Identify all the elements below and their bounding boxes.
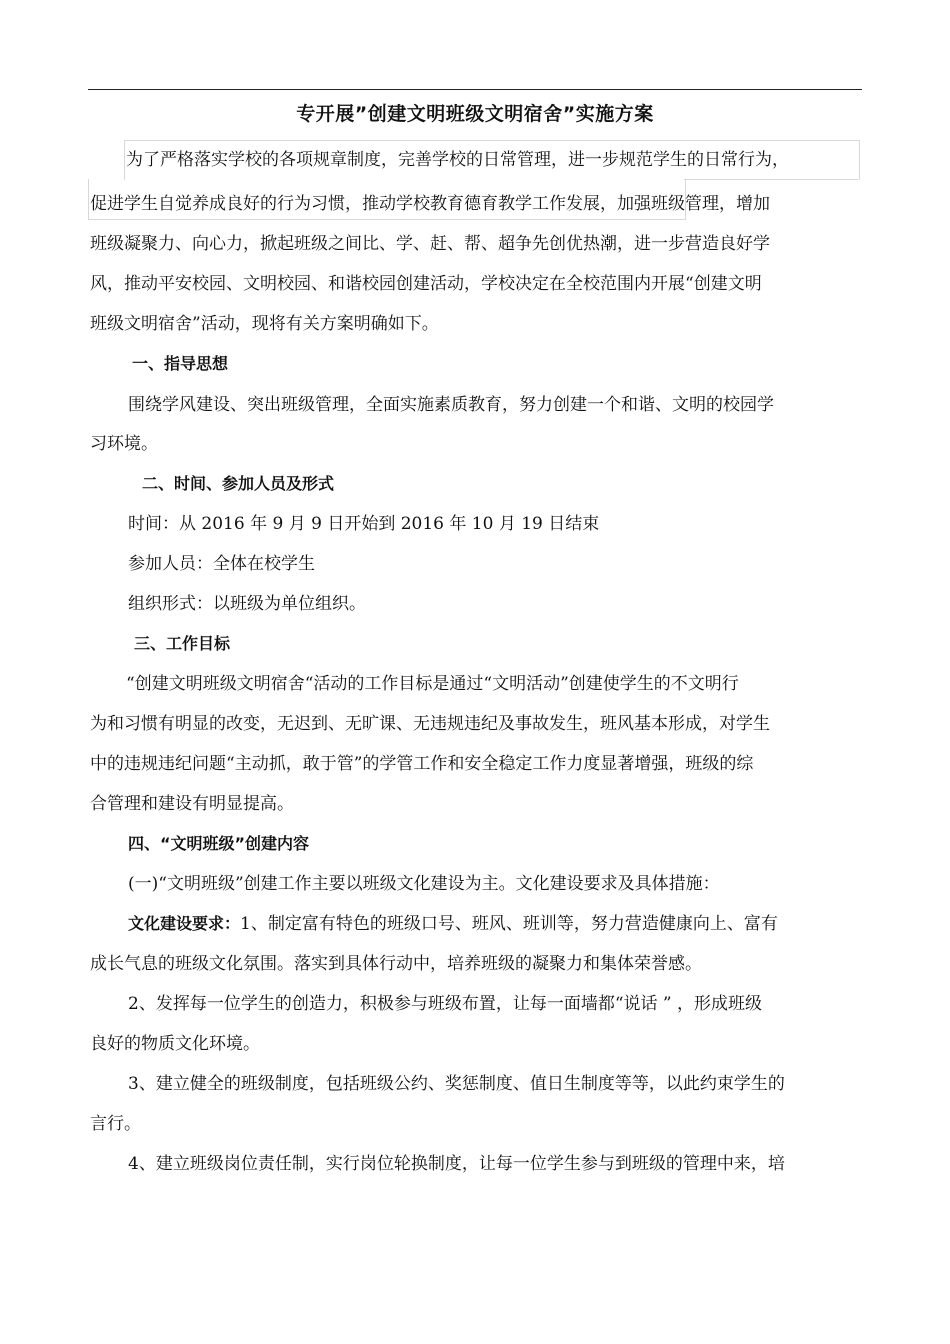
document-title: 专开展”创建文明班级文明宿舍”实施方案 <box>296 103 654 125</box>
participants-line: 参加人员：全体在校学生 <box>128 554 315 574</box>
item-3-line: 言行。 <box>90 1114 141 1134</box>
section3-line: 合管理和建设有明显提高。 <box>90 794 294 814</box>
section3-line: 为和习惯有明显的改变，无迟到、无旷课、无违规违纪及事故发生，班风基本形成，对学生 <box>90 714 770 734</box>
requirement-line <box>128 912 778 936</box>
section-heading-work-goals: 三、工作目标 <box>134 634 231 653</box>
requirement-text: 1、制定富有特色的班级口号、班风、班训等，努力营造健康向上、富有 <box>240 914 778 934</box>
intro-line: 促进学生自觉养成良好的行为习惯，推动学校教育德育教学工作发展，加强班级管理，增加 <box>90 194 770 214</box>
requirement-line-2: 成长气息的班级文化氛围。落实到具体行动中，培养班级的凝聚力和集体荣誉感。 <box>90 954 702 974</box>
section3-line: 中的违规违纪问题“主动抓，敢于管”的学管工作和安全稳定工作力度显著增强，班级的综 <box>90 754 754 774</box>
intro-line: 班级凝聚力、向心力，掀起班级之间比、学、赶、帮、超争先创优热潮，进一步营造良好学 <box>90 234 770 254</box>
section-heading-time-participants: 二、时间、参加人员及形式 <box>142 474 335 493</box>
header-rule <box>88 89 862 90</box>
section1-line: 围绕学风建设、突出班级管理，全面实施素质教育，努力创建一个和谐、文明的校园学 <box>128 395 774 415</box>
section-heading-guiding-idea: 一、指导思想 <box>132 354 229 373</box>
item-2-line: 2、发挥每一位学生的创造力，积极参与班级布置，让每一面墙都“说话 ” ，形成班级 <box>128 994 763 1014</box>
item-3-line: 3、建立健全的班级制度，包括班级公约、奖惩制度、值日生制度等等，以此约束学生的 <box>128 1074 785 1094</box>
time-line: 时间：从 2016 年 9 月 9 日开始到 2016 年 10 月 19 日结束 <box>128 514 600 534</box>
section1-line: 习环境。 <box>90 434 158 454</box>
section3-line: “创建文明班级文明宿舍“活动的工作目标是通过“文明活动”创建使学生的不文明行 <box>126 674 739 694</box>
selection-frame-edge <box>684 179 858 180</box>
section-heading-creation-content: 四、“文明班级”创建内容 <box>128 834 310 853</box>
intro-line: 为了严格落实学校的各项规章制度，完善学校的日常管理，进一步规范学生的日常行为， <box>126 150 789 170</box>
intro-line: 风，推动平安校园、文明校园、和谐校园创建活动，学校决定在全校范围内开展“创建文明 <box>90 274 762 294</box>
intro-line: 班级文明宿舍”活动，现将有关方案明确如下。 <box>90 314 439 334</box>
item-4-line: 4、建立班级岗位责任制，实行岗位轮换制度，让每一位学生参与到班级的管理中来，培 <box>128 1154 785 1174</box>
item-2-line: 良好的物质文化环境。 <box>90 1034 260 1054</box>
requirement-label: 文化建设要求： <box>128 914 241 933</box>
sub-item-one: (一)“文明班级”创建工作主要以班级文化建设为主。文化建设要求及具体措施： <box>128 874 720 894</box>
form-line: 组织形式：以班级为单位组织。 <box>128 594 366 614</box>
